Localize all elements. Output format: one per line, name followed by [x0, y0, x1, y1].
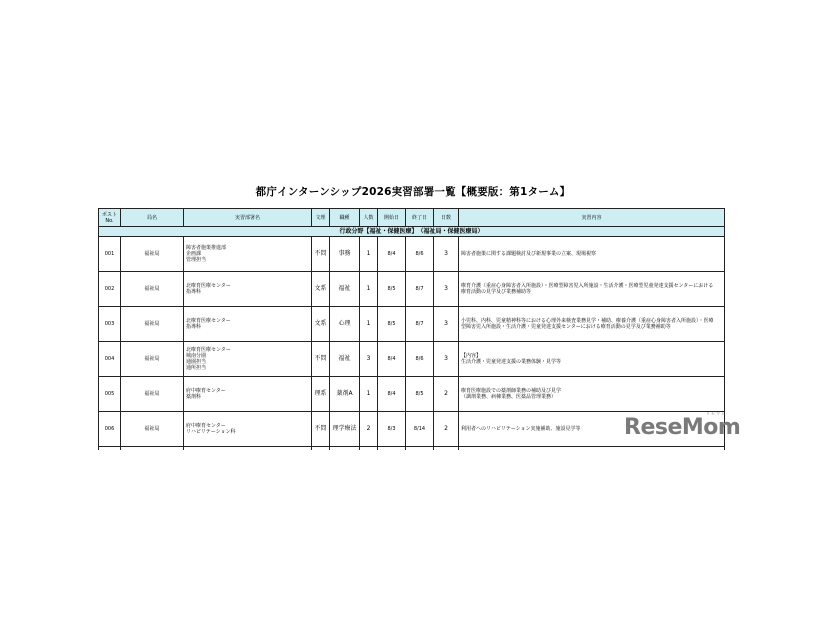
content-line: 型障害児入所施設・生活介護・児童発達支援センターにおける療育活動の見学及び業務補助等	[461, 324, 671, 330]
bureau-cell: 福祉局	[121, 377, 184, 412]
department-line: 指導科	[186, 324, 202, 330]
partial-cell	[184, 447, 312, 451]
end-date-cell: 8/6	[406, 237, 434, 272]
post-no-cell: 002	[99, 272, 121, 307]
header-post-no: ポストNo.	[99, 209, 121, 227]
start-date-cell: 8/4	[378, 377, 406, 412]
department-line: 管理担当	[186, 257, 207, 263]
days-cell: 3	[434, 342, 459, 377]
days-cell: 3	[434, 237, 459, 272]
post-no-cell: 006	[99, 412, 121, 447]
bunri-cell: 理系	[312, 377, 330, 412]
post-no-cell: 003	[99, 307, 121, 342]
job-type-cell: 薬剤A	[330, 377, 360, 412]
section-row	[99, 227, 725, 237]
header-start-date: 開始日	[378, 209, 406, 227]
header-bunri: 文理	[312, 209, 330, 227]
department-line: 通園担当	[186, 359, 207, 365]
post-no-cell: 005	[99, 377, 121, 412]
department-cell	[184, 237, 312, 272]
department-line: 通所担当	[186, 365, 207, 371]
logo-subtext: リセマム	[706, 411, 726, 416]
partial-cell	[121, 447, 184, 451]
bureau-cell: 福祉局	[121, 342, 184, 377]
start-date-cell: 8/5	[378, 272, 406, 307]
department-line: 指導科	[186, 289, 202, 295]
bunri-cell: 文系	[312, 272, 330, 307]
partial-cell	[434, 447, 459, 451]
header-days: 日数	[434, 209, 459, 227]
department-line: 府中療育センター	[186, 388, 226, 394]
count-cell: 1	[360, 237, 378, 272]
page-title: 都庁インターンシップ2026実習部署一覧【概要版：第1ターム】	[255, 186, 571, 198]
days-cell: 2	[434, 412, 459, 447]
bureau-cell: 福祉局	[121, 237, 184, 272]
job-type-cell: 理学療法	[330, 412, 360, 447]
post-no-cell: 001	[99, 237, 121, 272]
count-cell: 2	[360, 412, 378, 447]
count-cell: 1	[360, 377, 378, 412]
partial-cell	[99, 447, 121, 451]
job-type-cell: 福祉	[330, 342, 360, 377]
table-row	[99, 377, 725, 412]
department-line: リハビリテーション科	[186, 429, 236, 435]
job-type-cell: 事務	[330, 237, 360, 272]
department-cell	[184, 307, 312, 342]
department-cell	[184, 377, 312, 412]
department-cell	[184, 272, 312, 307]
count-cell: 3	[360, 342, 378, 377]
content-line: 生活介護・児童発達支援の業務体験・見学等	[461, 359, 562, 365]
department-cell	[184, 412, 312, 447]
table-row	[99, 342, 725, 377]
content-cell	[459, 272, 725, 307]
count-cell: 1	[360, 307, 378, 342]
partial-cell	[378, 447, 406, 451]
start-date-cell: 8/4	[378, 237, 406, 272]
header-department: 実習部署名	[184, 209, 312, 227]
bureau-cell: 福祉局	[121, 412, 184, 447]
end-date-cell: 8/14	[406, 412, 434, 447]
section-label: 行政分野【福祉・保健医療】 （福祉局・保健医療局）	[99, 227, 725, 237]
department-line: 障害者施策推進部	[186, 245, 227, 251]
header-row	[99, 209, 725, 227]
department-line: 企画課	[186, 251, 202, 257]
department-line: 薬剤科	[186, 394, 202, 400]
days-cell: 2	[434, 377, 459, 412]
bunri-cell: 不問	[312, 412, 330, 447]
bureau-cell: 福祉局	[121, 307, 184, 342]
table-row	[99, 272, 725, 307]
content-line: 療育活動の見学及び業務補助等	[461, 289, 532, 295]
start-date-cell: 8/3	[378, 412, 406, 447]
department-cell	[184, 342, 312, 377]
table-row	[99, 237, 725, 272]
end-date-cell: 8/6	[406, 342, 434, 377]
job-type-cell: 福祉	[330, 272, 360, 307]
end-date-cell: 8/7	[406, 272, 434, 307]
department-line: 北療育医療センター	[186, 283, 231, 289]
partial-cell	[330, 447, 360, 451]
bunri-cell: 不問	[312, 237, 330, 272]
count-cell: 1	[360, 272, 378, 307]
header-content: 実習内容	[459, 209, 725, 227]
partial-cell	[406, 447, 434, 451]
content-line: 療育医療施設での薬剤師業務の補助及び見学	[461, 388, 562, 394]
start-date-cell: 8/5	[378, 307, 406, 342]
content-line: 療育介護（重症心身障害者入所施設）・医療型障害児入所施設・生活介護・医療型児童発達支援センターにおける	[461, 283, 714, 289]
content-cell	[459, 237, 725, 272]
content-line: （調剤業務、病棟業務、医薬品管理業務）	[461, 394, 557, 400]
table-row-partial	[99, 447, 725, 451]
content-line: 【内容】	[461, 353, 482, 359]
bunri-cell: 文系	[312, 307, 330, 342]
content-line: 小児科、内科、児童精神科等における心理外来検査業務見学・補助、療養介護（重症心身障害者入所施設）・医療	[461, 318, 714, 324]
header-job-type: 職種	[330, 209, 360, 227]
end-date-cell: 8/7	[406, 307, 434, 342]
content-cell	[459, 307, 725, 342]
header-end-date: 終了日	[406, 209, 434, 227]
bureau-cell: 福祉局	[121, 272, 184, 307]
partial-cell	[312, 447, 330, 451]
job-type-cell: 心理	[330, 307, 360, 342]
table-row	[99, 307, 725, 342]
internship-table	[98, 208, 725, 450]
content-cell	[459, 377, 725, 412]
bunri-cell: 不問	[312, 342, 330, 377]
content-line: 利用者へのリハビリテーション実施補助、施設見学等	[461, 426, 581, 432]
days-cell: 3	[434, 272, 459, 307]
department-line: 北療育医療センター	[186, 347, 231, 353]
header-bureau: 局名	[121, 209, 184, 227]
partial-cell	[459, 447, 725, 451]
resemom-logo: ReseMom	[624, 415, 741, 440]
start-date-cell: 8/4	[378, 342, 406, 377]
post-no-cell: 004	[99, 342, 121, 377]
days-cell: 3	[434, 307, 459, 342]
department-line: 北療育医療センター	[186, 318, 231, 324]
header-count: 人数	[360, 209, 378, 227]
content-line: 障害者施策に関する課題検討及び新規事業の立案、現場視察	[461, 251, 597, 257]
department-line: 府中療育センター	[186, 423, 226, 429]
content-cell	[459, 342, 725, 377]
department-line: 城南分園	[186, 353, 207, 359]
partial-cell	[360, 447, 378, 451]
end-date-cell: 8/5	[406, 377, 434, 412]
